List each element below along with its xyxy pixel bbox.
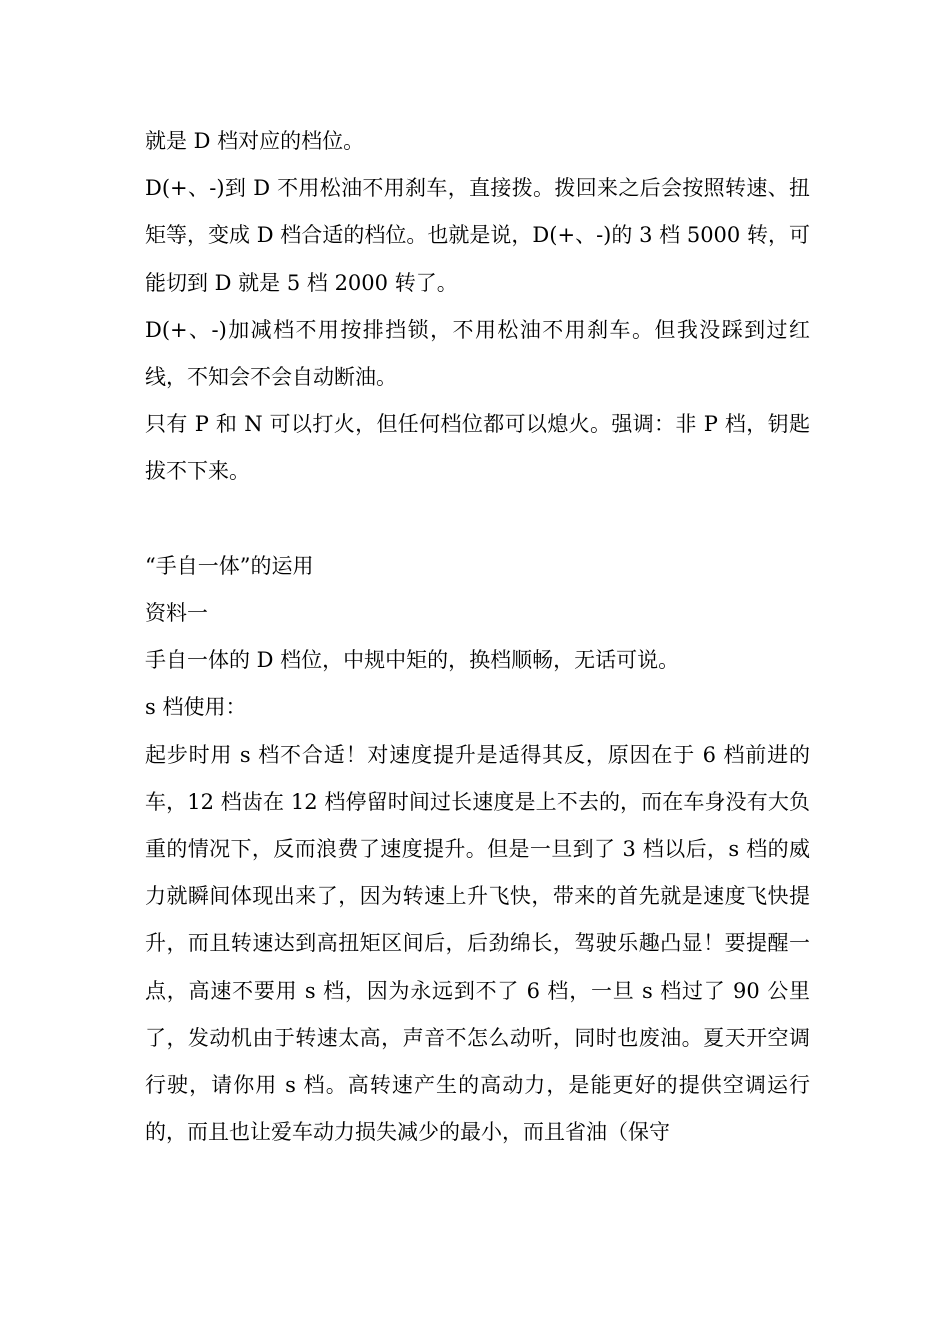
paragraph-2: D(+、-)到 D 不用松油不用刹车，直接拨。拨回来之后会按照转速、扭矩等，变成 D 档合适的档位。也就是说，D(+、-)的 3 档 5000 转，可能切到 D 就是 5 档 2000 转了。 (145, 176, 810, 295)
document-body (145, 118, 810, 1156)
paragraph-3: D(+、-)加减档不用按排挡锁，不用松油不用刹车。但我没踩到过红线，不知会不会自动断油。 (145, 317, 810, 390)
section-heading: “手自一体”的运用 (145, 553, 314, 578)
subsection-heading: 资料一 (145, 601, 208, 626)
paragraph-1: 就是 D 档对应的档位。 (145, 129, 365, 153)
paragraph-10: 起步时用 s 档不合适！对速度提升是适得其反，原因在于 6 档前进的车，12 档齿在 12 档停留时间过长速度是上不去的，而在车身没有大负重的情况下，反而浪费了速度提升。但是一旦到了 3 档以后，s 档的威力就瞬间体现出来了，因为转速上升飞快，带来的首先就是速度飞快提升，而且转速达到高扭矩区间后，后劲绵长，驾驶乐趣凸显！要提醒一点，高速不要用 s 档，因为永远到不了 6 档，一旦 s 档过了 90 公里了，发动机由于转速太高，声音不怎么动听，同时也废油。夏天开空调行驶，请你用 s 档。高转速产生的高动力，是能更好的提供空调运行的，而且也让爱车动力损失减少的最小，而且省油（保守 (145, 742, 810, 1145)
paragraph-9: s 档使用： (145, 695, 247, 720)
blank-line (145, 496, 810, 543)
paragraph-4: 只有 P 和 N 可以打火，但任何档位都可以熄火。强调：非 P 档，钥匙拔不下来。 (145, 412, 810, 484)
paragraph-8: 手自一体的 D 档位，中规中矩的，换档顺畅，无话可说。 (145, 648, 680, 673)
